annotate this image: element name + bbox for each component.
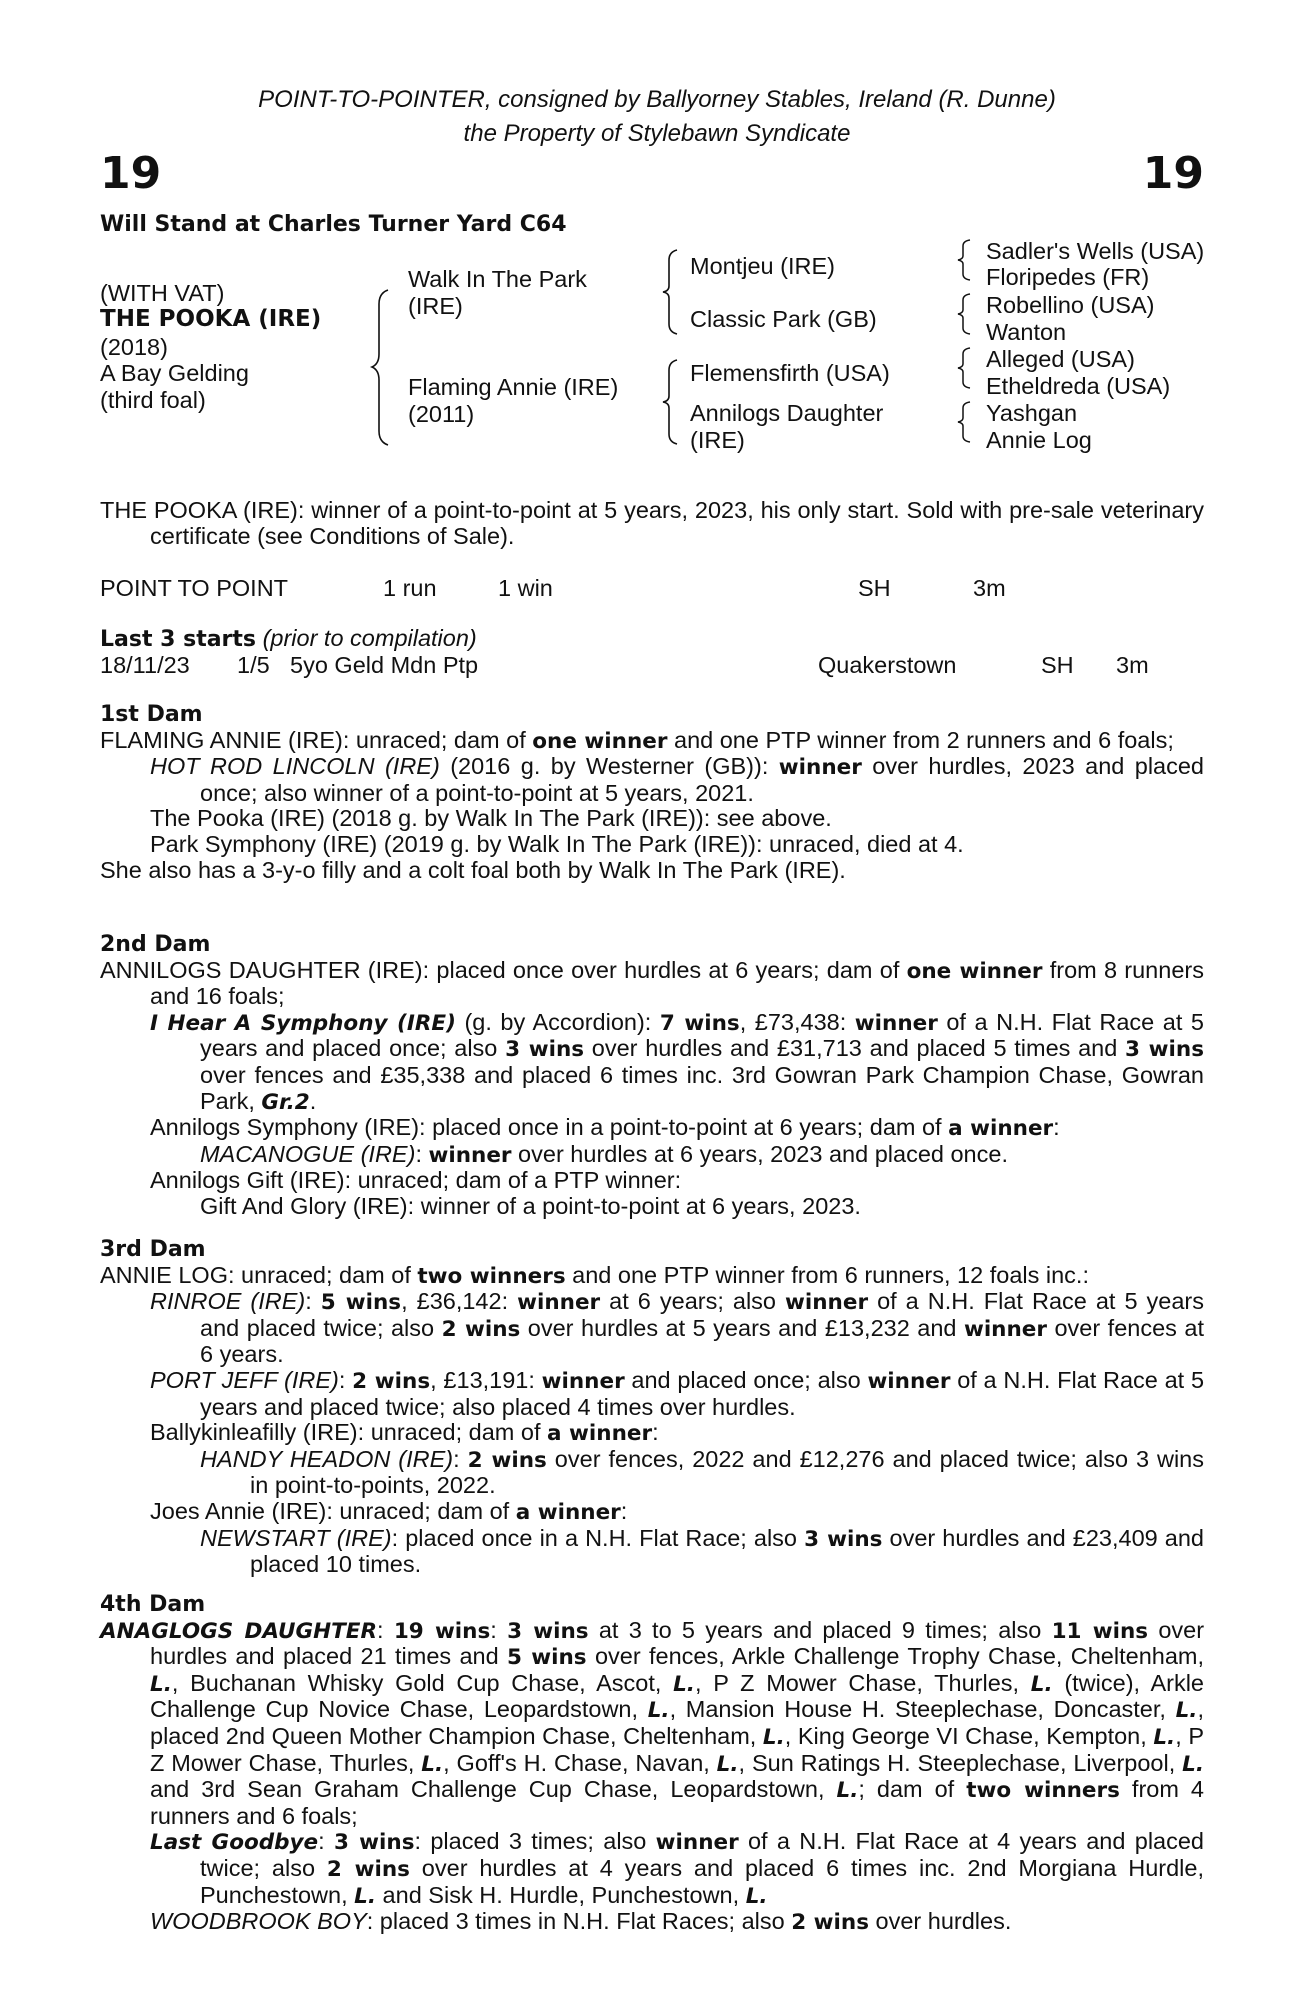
pedigree-bracket-g3b [958, 294, 974, 334]
second-dam-produce-3: Annilogs Gift (IRE): unraced; dam of a PTP winner: [150, 1167, 682, 1194]
last-starts-header [100, 625, 477, 652]
pedigree-dam-sire: Flemensfirth (USA) [690, 360, 890, 386]
start-row-going: SH [1041, 652, 1074, 678]
third-dam-intro: ANNIE LOG: unraced; dam of two winners and one PTP winner from 6 runners, 12 foals inc.: [100, 1261, 1089, 1289]
pedigree-g3-7: Yashgan [986, 400, 1078, 426]
third-dam-produce-1: RINROE (IRE): 5 wins, £36,142: winner at 6 years; also winner of a N.H. Flat Race at 5 years and placed twice; also 2 wins over hurdles at 5 years and £13,232 and winner over fences at 6 years. [150, 1288, 1205, 1368]
pedigree-bracket-dam [663, 360, 681, 444]
fourth-dam-heading: 4th Dam [100, 1592, 206, 1617]
horse-description: A Bay Gelding [100, 360, 249, 386]
lot-number-left: 19 [100, 148, 162, 199]
second-dam-heading: 2nd Dam [100, 932, 211, 957]
horse-name: THE POOKA (IRE) [100, 306, 322, 332]
first-dam-produce-3: Park Symphony (IRE) (2019 g. by Walk In The Park (IRE)): unraced, died at 4. [150, 830, 964, 857]
record-going: SH [858, 575, 891, 601]
pedigree-bracket-g3c [958, 348, 974, 388]
third-dam-produce-4: Joes Annie (IRE): unraced; dam of a winner: [150, 1497, 628, 1525]
second-dam-produce-2: Annilogs Symphony (IRE): placed once in a point-to-point at 6 years; dam of a winner: [150, 1114, 1060, 1142]
pedigree-sire-dam: Classic Park (GB) [690, 306, 877, 332]
pedigree-dam-line1: Flaming Annie (IRE) [408, 374, 619, 400]
last-starts-note: (prior to compilation) [262, 625, 477, 651]
second-dam-grandproduce-2: Gift And Glory (IRE): winner of a point-to-point at 6 years, 2023. [200, 1192, 861, 1219]
start-row-distance: 3m [1116, 652, 1149, 678]
start-row-date: 18/11/23 [100, 652, 190, 678]
summary-text: THE POOKA (IRE): winner of a point-to-point at 5 years, 2023, his only start. Sold with pre-sale veterinary certificate (see Conditions of Sale). [100, 497, 1204, 549]
pedigree-dam-dam-line2: (IRE) [690, 427, 745, 453]
stand-location: Will Stand at Charles Turner Yard C64 [100, 212, 567, 237]
pedigree-g3-2: Floripedes (FR) [986, 264, 1150, 290]
start-row-course: Quakerstown [818, 652, 957, 678]
fourth-dam-produce-1: Last Goodbye: 3 wins: placed 3 times; also winner of a N.H. Flat Race at 4 years and placed twice; also 2 wins over hurdles at 4 years and placed 6 times inc. 2nd Morgiana Hurdle, Punchestown, L. and Sisk H. Hurdle, Punchestown, L. [150, 1828, 1204, 1909]
second-dam-grandproduce-1: MACANOGUE (IRE): winner over hurdles at 6 years, 2023 and placed once. [200, 1140, 1008, 1168]
last-starts-heading: Last 3 starts [100, 627, 257, 652]
third-dam-grandproduce-1: HANDY HEADON (IRE): 2 wins over fences, 2022 and £12,276 and placed twice; also 3 wins in point-to-points, 2022. [200, 1445, 1205, 1499]
third-dam-grandproduce-2: NEWSTART (IRE): placed once in a N.H. Flat Race; also 3 wins over hurdles and £23,409 and placed 10 times. [200, 1524, 1204, 1578]
pedigree-sire-sire: Montjeu (IRE) [690, 253, 835, 279]
third-dam-produce-3: Ballykinleafilly (IRE): unraced; dam of a winner: [150, 1419, 659, 1447]
second-dam-section [100, 932, 1204, 1220]
pedigree-bracket-sire [663, 250, 681, 334]
pedigree-sire-line2: (IRE) [408, 293, 463, 319]
fourth-dam-intro: ANAGLOGS DAUGHTER: 19 wins: 3 wins at 3 to 5 years and placed 9 times; also 11 wins over hurdles and placed 21 times and 5 wins over fences, Arkle Challenge Trophy Chase, Cheltenham, L., Buchanan Whisky Gold Cup Chase, Ascot, L., P Z Mower Chase, Thurles, L. (twice), Arkle Challenge Cup Novice Chase, Leopardstown, L., Mansion House H. Steeplechase, Doncaster, L., placed 2nd Queen Mother Champion Chase, Cheltenham, L., King George VI Chase, Kempton, L., P Z Mower Chase, Thurles, L., Goff's H. Chase, Navan, L., Sun Ratings H. Steeplechase, Liverpool, L. and 3rd Sean Graham Challenge Cup Chase, Leopardstown, L.; dam of two winners from 4 runners and 6 foals; [100, 1616, 1205, 1829]
fourth-dam-produce-2: WOODBROOK BOY: placed 3 times in N.H. Flat Races; also 2 wins over hurdles. [150, 1908, 1012, 1936]
record-distance: 3m [973, 575, 1006, 601]
first-dam-produce-2: The Pooka (IRE) (2018 g. by Walk In The Park (IRE)): see above. [150, 805, 832, 832]
horse-foal: (third foal) [100, 387, 206, 413]
start-row-place: 1/5 [237, 652, 270, 678]
horse-year: (2018) [100, 334, 168, 360]
pedigree-dam-dam-line1: Annilogs Daughter [690, 400, 884, 426]
header-consignor: POINT-TO-POINTER, consigned by Ballyorney Stables, Ireland (R. Dunne) [258, 86, 1056, 113]
pedigree-g3-6: Etheldreda (USA) [986, 373, 1171, 399]
first-dam-produce-1: HOT ROD LINCOLN (IRE) (2016 g. by Westerner (GB)): winner over hurdles, 2023 and placed once; also winner of a point-to-point at 5 years, 2021. [150, 753, 1205, 806]
record-label: POINT TO POINT [100, 575, 289, 601]
pedigree-bracket-g3d [958, 402, 974, 442]
vat-note: (WITH VAT) [100, 280, 225, 306]
fourth-dam-section [100, 1592, 1204, 1936]
first-dam-section [100, 702, 1204, 883]
pedigree-g3-1: Sadler's Wells (USA) [986, 238, 1205, 264]
header-property: the Property of Stylebawn Syndicate [463, 120, 851, 147]
record-runs: 1 run [383, 575, 437, 601]
record-wins: 1 win [498, 575, 553, 601]
pedigree-g3-3: Robellino (USA) [986, 292, 1155, 318]
pedigree-bracket-g3a [958, 240, 974, 280]
second-dam-intro: ANNILOGS DAUGHTER (IRE): placed once over hurdles at 6 years; dam of one winner from 8 runners and 16 foals; [100, 956, 1204, 1010]
pedigree-sire-line1: Walk In The Park [408, 266, 587, 292]
pedigree-g3-4: Wanton [986, 319, 1067, 345]
third-dam-section [100, 1237, 1204, 1578]
lot-number-right: 19 [1142, 148, 1204, 199]
first-dam-intro: FLAMING ANNIE (IRE): unraced; dam of one winner and one PTP winner from 2 runners and 6 foals; [100, 726, 1174, 754]
third-dam-heading: 3rd Dam [100, 1237, 206, 1262]
third-dam-produce-2: PORT JEFF (IRE): 2 wins, £13,191: winner and placed once; also winner of a N.H. Flat Race at 5 years and placed twice; also placed 4 times over hurdles. [150, 1366, 1205, 1420]
first-dam-heading: 1st Dam [100, 702, 203, 727]
summary-paragraph [100, 498, 1204, 549]
pedigree-g3-5: Alleged (USA) [986, 346, 1135, 372]
pedigree-g3-8: Annie Log [986, 427, 1092, 453]
second-dam-produce-1: I Hear A Symphony (IRE) (g. by Accordion): 7 wins, £73,438: winner of a N.H. Flat Race at 5 years and placed once; also 3 wins over hurdles and £31,713 and placed 5 times and 3 wins over fences and £35,338 and placed 6 times inc. 3rd Gowran Park Champion Chase, Gowran Park, Gr.2. [150, 1008, 1204, 1115]
pedigree-dam-line2: (2011) [408, 401, 475, 427]
pedigree-bracket-main [372, 290, 392, 445]
first-dam-note: She also has a 3-y-o filly and a colt foal both by Walk In The Park (IRE). [100, 856, 846, 883]
start-row-race: 5yo Geld Mdn Ptp [290, 652, 479, 678]
